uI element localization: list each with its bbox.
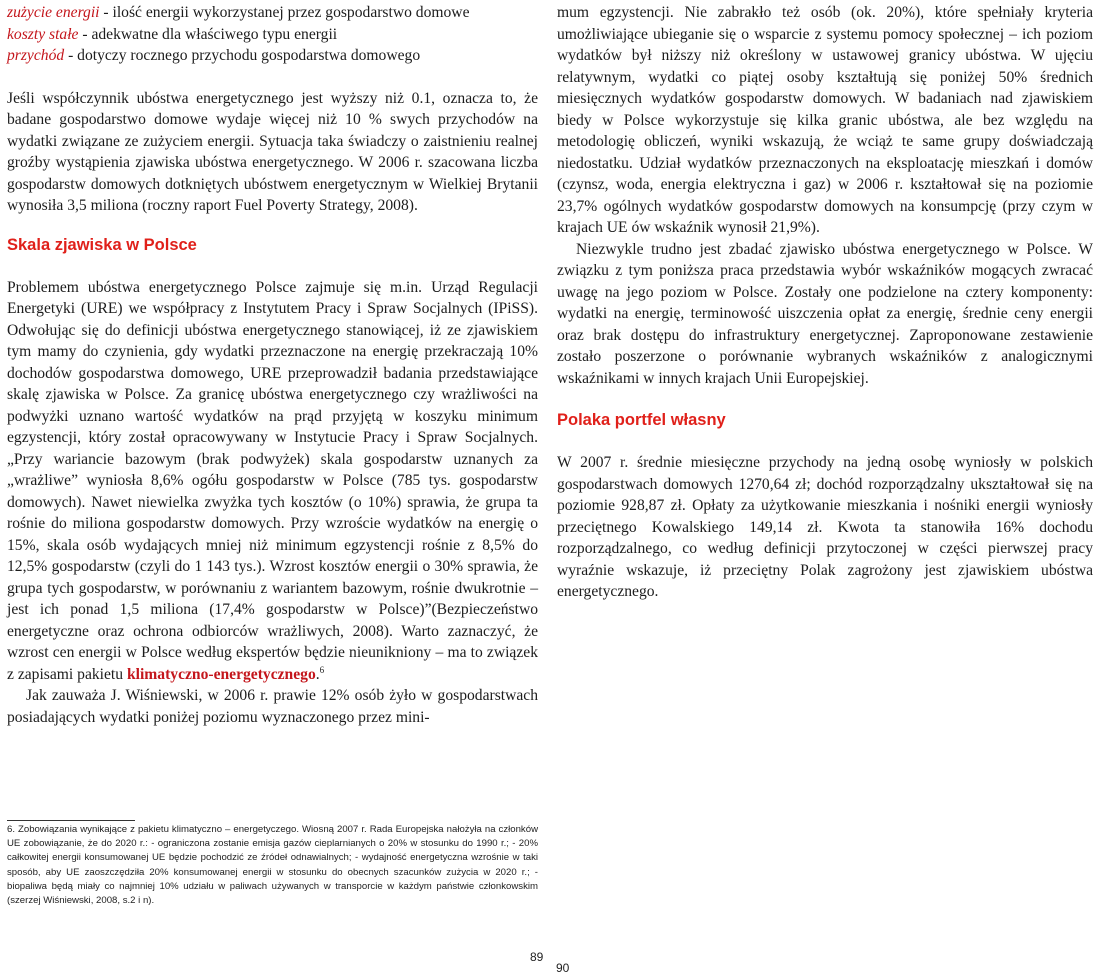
definition-text: - dotyczy rocznego przychodu gospodarstwa domowego xyxy=(64,47,421,64)
page-number-right: 90 xyxy=(556,961,570,975)
keyword-climate-energy-package: klimatyczno-energetycznego xyxy=(126,665,316,683)
definition-term: koszty stałe xyxy=(7,25,79,43)
paragraph-coefficient: Jeśli współczynnik ubóstwa energetycznego jest wyższy niż 0.1, oznacza to, że badane gospodarstwo domowe wydaje więcej niż 10 % swych przychodów na wydatki związane ze zużyciem energii. Sytuacja taka świadczy o zaistnieniu realnej groźby wystąpienia zjawiska ubóstwa energetycznego. W 2006 r. szacowana liczba gospodarstw domowych dotkniętych ubóstwem energetycznym w Wielkiej Brytanii wynosiła 3,5 miliona (roczny raport Fuel Poverty Strategy, 2008). xyxy=(7,89,538,214)
definition-text: - ilość energii wykorzystanej przez gospodarstwo domowe xyxy=(99,4,470,21)
definition-term: przychód xyxy=(7,47,65,64)
definition-income xyxy=(7,45,538,67)
paragraph-ure-study xyxy=(7,277,538,686)
footnote-divider xyxy=(7,820,135,821)
footnote-reference[interactable]: 6 xyxy=(319,664,325,675)
paragraph-income-2007: W 2007 r. średnie miesięczne przychody na jedną osobę wyniosły w polskich gospodarstwach domowych 1270,64 zł; dochód rozporządzalny ukształtował się na poziomie 928,87 zł. Opłaty za użytkowanie mieszkania i nośniki energii wyniosły przeciętnego Kowalskiego 149,14 zł. Kwota ta stanowiła 16% dochodu rozporządzalnego, co według definicji przytoczonej w części pierwszej pracy wyraźnie wskazuje, iż przeciętny Polak zagrożony jest zjawiskiem ubóstwa energetycznego. xyxy=(557,454,1093,600)
definition-term: zużycie energii xyxy=(7,4,100,21)
footnote-6: 6. Zobowiązania wynikające z pakietu klimatyczno – energetyczego. Wiosną 2007 r. Rada Europejska nałożyła na członków UE zobowiązanie, że do 2020 r.: - ograniczona zostanie emisja gazów cieplarnianych o 20% w stosunku do 1990 r.; - 20% całkowitej energii konsumowanej UE będzie pochodzić ze źródeł odnawialnych; - wydajność energetyczna wzrośnie w taki sposób, aby UE zaoszczędziła 20% konsumowanej energii w stosunku do obecnych szacunków zużycia w 2020 r.; - biopaliwa będą miały co najmniej 10% udziału w paliwach używanych w transporcie w każdym państwie członkowskim (szerzej Wiśniewski, 2008, s.2 i n). xyxy=(7,824,538,907)
paragraph-text-end: . xyxy=(315,665,320,683)
definition-fixed-costs xyxy=(7,24,538,46)
definition-energy-consumption xyxy=(7,2,538,24)
page-number-left: 89 xyxy=(530,950,544,964)
section-heading-polish-wallet: Polaka portfel własny xyxy=(557,411,726,429)
paragraph-wisniewski: Jak zauważa J. Wiśniewski, w 2006 r. prawie 12% osób żyło w gospodarstwach posiadających wydatki poniżej poziomu wyznaczonego przez mini- xyxy=(7,687,538,726)
paragraph-minimum-existence: mum egzystencji. Nie zabrakło też osób (ok. 20%), które spełniały kryteria umożliwiające ubieganie się o wsparcie z systemu pomocy społecznej – ich poziom wydatków był niższy niż określony w ustawowej granicy ubóstwa. W ujęciu relatywnym, wydatki co piątej osoby kształtują się poniżej 50% średnich miesięcznych wydatków gospodarstw domowych. W badaniach nad zjawiskiem biedy w Polsce wykorzystuje się kilka granic ubóstwa, ale bez względu na metodologię obliczeń, wyniki wskazują, że wciąż te same grupy doświadczają niedostatku. Udział wydatków przeznaczonych na eksploatację mieszkań i domów (czynsz, woda, energia elektryczna i gaz) w 2006 r. kształtował się na poziomie 23,7% ogólnych wydatków gospodarstw domowych na konsumpcję (przy czym w krajach UE ów wskaźnik wynosił 21,9%). xyxy=(557,4,1093,236)
section-heading-scale-poland: Skala zjawiska w Polsce xyxy=(7,235,197,254)
paragraph-text: Problemem ubóstwa energetycznego Polsce zajmuje się m.in. Urząd Regulacji Energetyki (URE) we współpracy z Instytutem Pracy i Spraw Socjalnych (IPiSS). Odwołując się do definicji ubóstwa energetycznego stanowiącej, iż ze zjawiskiem tym mamy do czynienia, gdy wydatki przeznaczone na energię przekraczają 10% dochodów gospodarstwa domowego, URE przeprowadził badania przedstawiające skalę zjawiska w Polsce. Za granicę ubóstwa energetycznego czy wrażliwości na podwyżki uznano wartość wydatków na prąd przyjętą w koszyku minimum egzystencji, który został opracowywany w Instytucie Pracy i Spraw Socjalnych. „Przy wariancie bazowym (brak podwyżek) skala gospodarstw uznanych za „wrażliwe” wyniosła 8,6% ogółu gospodarstw w Polsce (785 tys. gospodarstw domowych). Nawet niewielka zwyżka tych kosztów (o 10%) sprawia, że grupa ta rośnie do miliona gospodarstw domowych. Przy wzroście wydatków na energię o 15%, skala osób wydających mniej niż minimum egzystencji rośnie z 8,5% do 12,5% gospodarstw (czyli do 1 143 tys.). Wzrost kosztów energii o 30% sprawia, że grupa tych gospodarstw, w porównaniu z wariantem bazowym, rośnie dwukrotnie – jest ich ponad 1,5 miliona (17,4% gospodarstw w Polsce)”(Bezpieczeństwo energetyczne oraz ochrona odbiorców wrażliwych, 2008). Warto zaznaczyć, że wzrost cen energii w Polsce według ekspertów będzie nieunikniony – ma to związek z zapisami pakietu xyxy=(7,278,538,683)
right-column xyxy=(557,2,1093,603)
left-column xyxy=(7,2,538,728)
definition-text: - adekwatne dla właściwego typu energii xyxy=(78,25,338,43)
paragraph-indicators: Niezwykle trudno jest zbadać zjawisko ubóstwa energetycznego w Polsce. W związku z tym poniższa praca przedstawia wybór wskaźników mogących zwracać uwagę na jego poziom w Polsce. Zostały one podzielone na cztery komponenty: wydatki na energię, terminowość uiszczenia opłat za energię, średnie ceny energii oraz brak dostępu do infrastruktury energetycznej. Zaproponowane zestawienie zostało poszerzone o porównanie wybranych wskaźników z analogicznymi wskaźnikami w innych krajach Unii Europejskiej. xyxy=(557,240,1093,387)
